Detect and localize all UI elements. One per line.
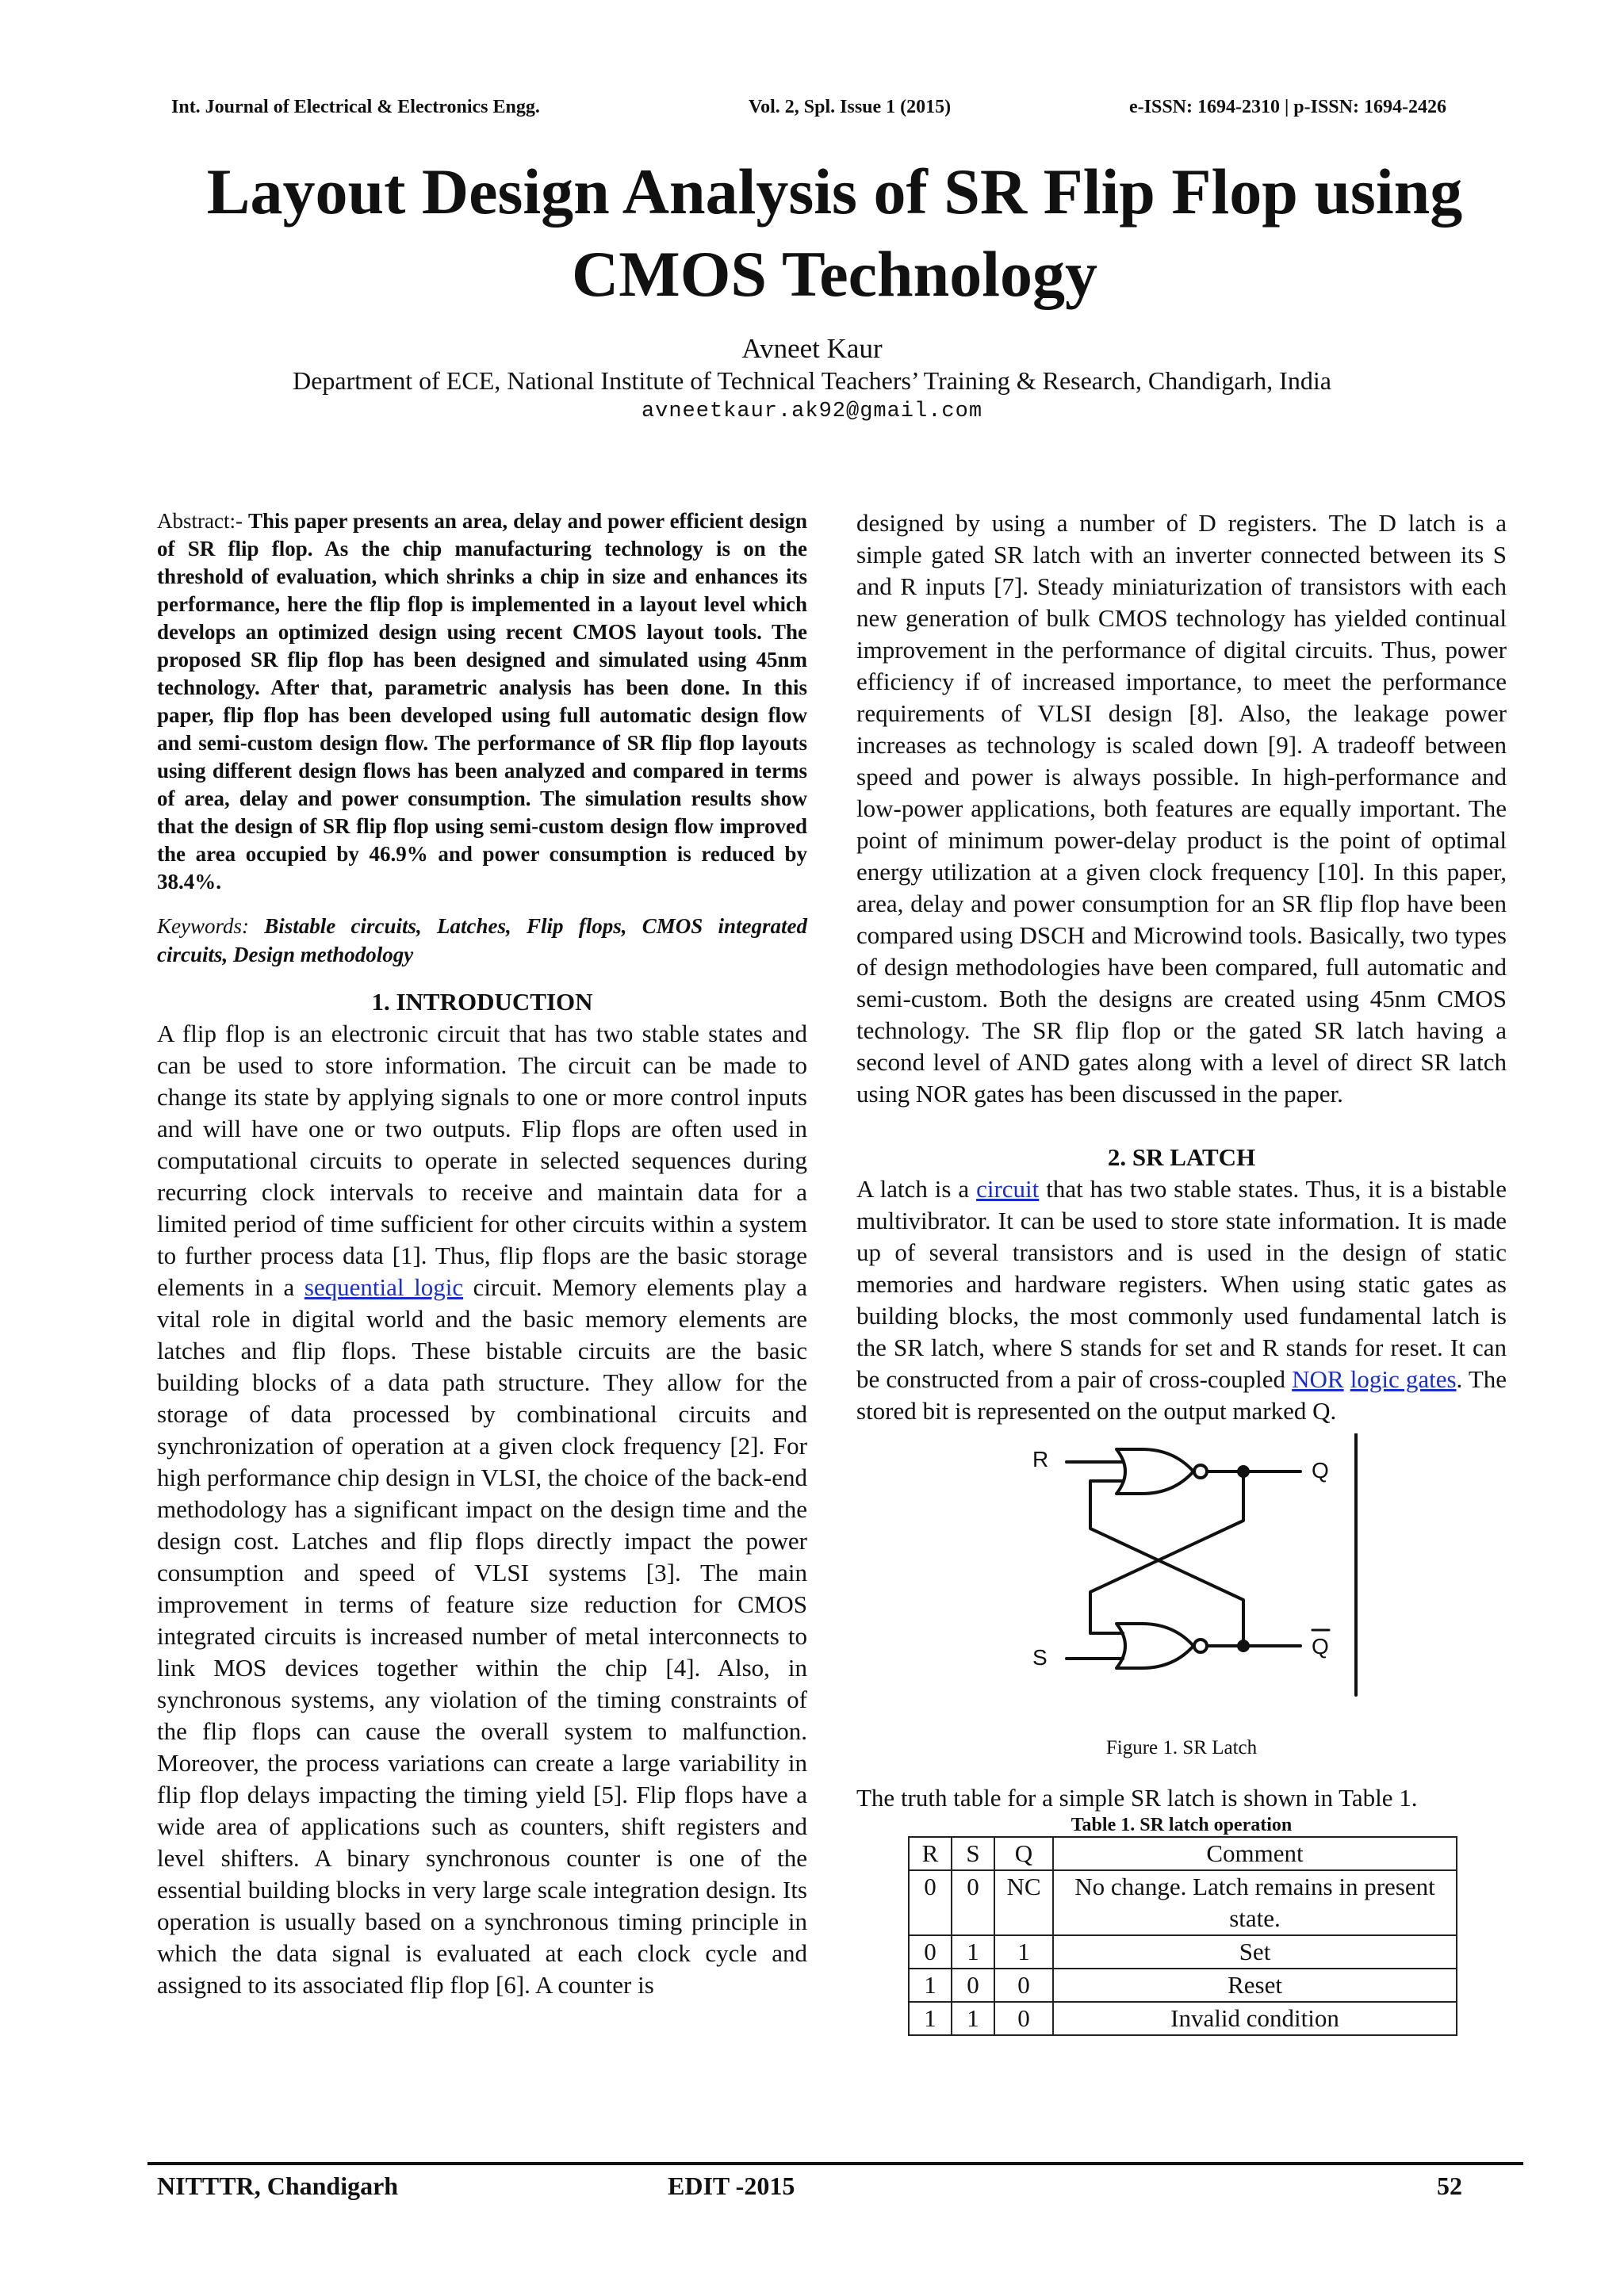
qbar-junction-dot: [1237, 1640, 1250, 1652]
abstract-label: Abstract:-: [157, 509, 243, 533]
table-cell: 0: [909, 1870, 952, 1935]
right-column: [856, 507, 1507, 2036]
sr-latch-diagram: [856, 1433, 1507, 1735]
table-cell: 0: [909, 1935, 952, 1969]
table-header-cell: Comment: [1053, 1837, 1457, 1870]
table-header-cell: Q: [994, 1837, 1053, 1870]
table-cell: 1: [909, 2002, 952, 2035]
table-cell: 1: [994, 1935, 1053, 1969]
qbar-feedback-wire: [1090, 1481, 1243, 1646]
journal-volume: Vol. 2, Spl. Issue 1 (2015): [749, 97, 952, 117]
introduction-continued: designed by using a number of D registers. The D latch is a simple gated SR latch with an inverter connected between its S and R inputs [7]. Steady miniaturization of transistors with each new generation of bulk CMOS technology has yielded continual improvement in the performance of digital circuits. Thus, power efficiency if of increased importance, to meet the performance requirements of VLSI design [8]. Also, the leakage power increases as technology is scaled down [9]. A tradeoff between speed and power is always possible. In high-performance and low-power applications, both features are equally important. The point of minimum power-delay product is the point of optimal energy utilization at a given clock frequency [10]. In this paper, area, delay and power consumption for an SR flip flop have been compared using DSCH and Microwind tools. Basically, two types of design methodologies have been compared, full automatic and semi-custom. Both the designs are created using 45nm CMOS technology. The SR flip flop or the gated SR latch having a second level of AND gates along with a level of direct SR latch using NOR gates has been discussed in the paper.: [856, 509, 1507, 1108]
bottom-nor-bubble: [1194, 1640, 1207, 1652]
abstract: [157, 507, 807, 896]
keywords-label: Keywords:: [157, 914, 249, 938]
table-cell: 0: [952, 1969, 994, 2002]
footer-institution: NITTTR, Chandigarh: [157, 2172, 399, 2200]
abstract-text: This paper presents an area, delay and power efficient design of SR flip flop. As the chip manufacturing technology is on the threshold of evaluation, which shrinks a chip in size and enhances its performance, here the flip flop is implemented in a layout level which develops an optimized design using recent CMOS layout tools. The proposed SR flip flop has been designed and simulated using 45nm technology. After that, parametric analysis has been done. In this paper, flip flop has been developed using full automatic design flow and semi-custom design flow. The performance of SR flip flop layouts using different design flows has been analyzed and compared in terms of area, delay and power consumption. The simulation results show that the design of SR flip flop using semi-custom design flow improved the area occupied by 46.9% and power consumption is reduced by 38.4%.: [157, 509, 808, 894]
journal-issn: e-ISSN: 1694-2310 | p-ISSN: 1694-2426: [1129, 97, 1446, 117]
table-cell: No change. Latch remains in present state.: [1053, 1870, 1457, 1935]
table-caption: Table 1. SR latch operation: [1071, 1815, 1293, 1835]
journal-name: Int. Journal of Electrical & Electronics Engg.: [171, 97, 540, 117]
q-label: Q: [1312, 1458, 1329, 1483]
table-cell: 1: [909, 1969, 952, 2002]
nor-link[interactable]: NOR: [1292, 1365, 1344, 1393]
qbar-label: Q: [1312, 1634, 1329, 1659]
table-header-cell: S: [952, 1837, 994, 1870]
author-name: Avneet Kaur: [741, 333, 883, 364]
footer-rule: [147, 2162, 1523, 2165]
table-row: [909, 2002, 1457, 2035]
sr-text-b: that has two stable states. Thus, it is a bistable multivibrator. It can be used to store state information. It is made up of several transistors and is used in the design of static memories and hardware registers. When using static gates as building blocks, the most commonly used fundamental latch is the SR latch, where S stands for set and R stands for reset. It can be constructed from a pair of cross-coupled: [856, 1175, 1507, 1393]
keywords-text: Bistable circuits, Latches, Flip flops, CMOS integrated circuits, Design methodology: [157, 914, 808, 966]
table-cell: NC: [994, 1870, 1053, 1935]
sr-text-c: . The stored bit is represented on the output marked Q.: [856, 1365, 1507, 1425]
table-cell: Reset: [1053, 1969, 1457, 2002]
author-affiliation: Department of ECE, National Institute of Technical Teachers’ Training & Research, Chandigarh, India: [293, 366, 1331, 395]
intro-text-a: A flip flop is an electronic circuit that has two stable states and can be used to store information. The circuit can be made to change its state by applying signals to one or more control inputs and will have one or two outputs. Flip flops are often used in computational circuits to operate in selected sequences during recurring clock intervals to receive and maintain data for a limited period of time sufficient for other circuits within a system to further process data [1]. Thus, flip flops are the basic storage elements in a: [157, 1020, 807, 1301]
table-row: [909, 1969, 1457, 2002]
table-row: [909, 1935, 1457, 1969]
sr-latch-figure: [856, 1433, 1507, 1735]
keywords: [157, 912, 807, 969]
bottom-nor-gate: [1116, 1624, 1193, 1668]
table-cell: 1: [952, 1935, 994, 1969]
section-heading-introduction: 1. INTRODUCTION: [371, 988, 593, 1016]
circuit-link[interactable]: circuit: [976, 1175, 1040, 1203]
page-number: 52: [1437, 2172, 1462, 2200]
left-column: [157, 507, 807, 2001]
table-intro: The truth table for a simple SR latch is shown in Table 1.: [856, 1784, 1418, 1812]
footer-edition: EDIT -2015: [668, 2172, 795, 2200]
intro-text-b: circuit. Memory elements play a vital role in digital world and the basic memory elements are latches and flip flops. These bistable circuits are the basic building blocks of a data path structure. They allow for the storage of data processed by combinational circuits and synchronization of operation at a given clock frequency [2]. For high performance chip design in VLSI, the choice of the back-end methodology has a significant impact on the design time and the design cost. Latches and flip flops directly impact the power consumption and speed of VLSI systems [3]. The main improvement in terms of feature size reduction for CMOS integrated circuits is increased number of metal interconnects to link MOS devices together within the chip [4]. Also, in synchronous systems, any violation of the timing constraints of the flip flops can cause the overall system to malfunction. Moreover, the process variations can create a large variability in flip flop delays impacting the timing yield [5]. Flip flops have a wide area of applications such as counters, shift registers and level shifters. A binary synchronous counter is one of the essential building blocks in very large scale integration design. Its operation is usually based on a synchronous timing principle in which the data signal is evaluated at each clock cycle and assigned to its associated flip flop [6]. A counter is: [157, 1273, 808, 1999]
s-label: S: [1032, 1645, 1048, 1670]
section-heading-sr-latch: 2. SR LATCH: [1107, 1143, 1256, 1171]
sequential-logic-link[interactable]: sequential logic: [304, 1273, 464, 1301]
sr-latch-paragraph: [856, 1173, 1507, 1427]
q-junction-dot: [1237, 1465, 1250, 1478]
table-row: [909, 1870, 1457, 1935]
table-cell: 0: [994, 1969, 1053, 2002]
paper-title: Layout Design Analysis of SR Flip Flop using CMOS Technology: [206, 155, 1463, 310]
top-nor-gate: [1116, 1449, 1193, 1494]
table-cell: Invalid condition: [1053, 2002, 1457, 2035]
top-nor-bubble: [1194, 1465, 1207, 1478]
q-feedback-wire: [1090, 1471, 1243, 1633]
r-label: R: [1032, 1447, 1049, 1471]
table-header-cell: R: [909, 1837, 952, 1870]
table-header-row: [909, 1837, 1457, 1870]
sr-latch-truth-table: [908, 1836, 1457, 2036]
introduction-paragraph: [157, 1018, 807, 2001]
author-email: avneetkaur.ak92@gmail.com: [641, 400, 983, 423]
figure-caption: Figure 1. SR Latch: [1105, 1737, 1258, 1758]
table-cell: Set: [1053, 1935, 1457, 1969]
table-cell: 0: [952, 1870, 994, 1935]
table-cell: 1: [952, 2002, 994, 2035]
sr-text-a: A latch is a: [856, 1175, 970, 1203]
table-cell: 0: [994, 2002, 1053, 2035]
logic-gates-link[interactable]: logic gates: [1350, 1365, 1457, 1393]
